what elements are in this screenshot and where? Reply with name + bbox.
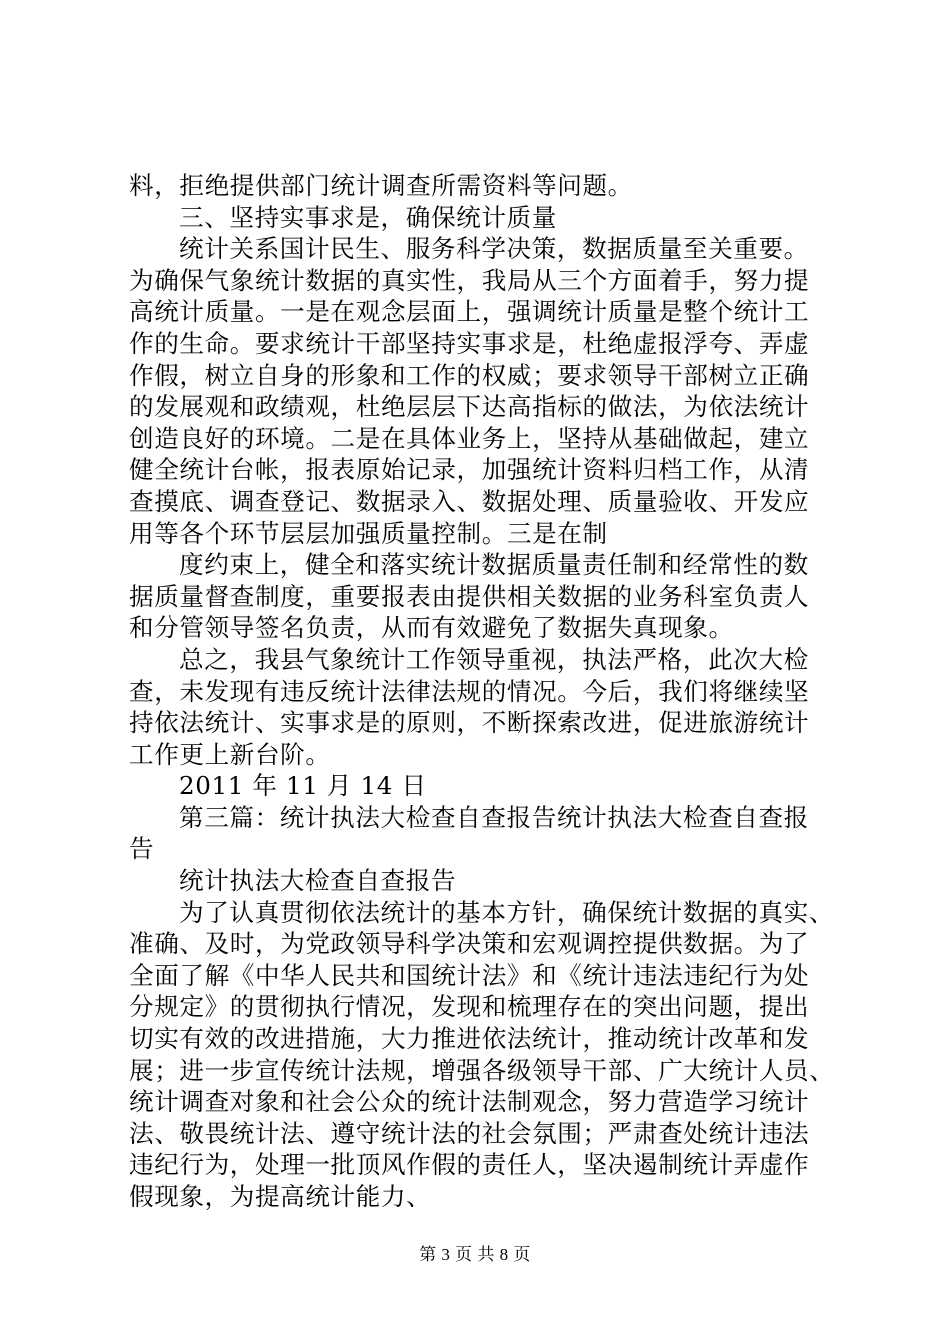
text-line: 为了认真贯彻依法统计的基本方针，确保统计数据的真实、 — [179, 897, 835, 927]
text-line: 三、坚持实事求是，确保统计质量 — [179, 202, 557, 232]
paragraph — [129, 549, 829, 644]
paragraph — [129, 644, 829, 770]
paragraph — [129, 897, 835, 1213]
text-line: 工作更上新台阶。 — [129, 739, 331, 769]
text-line: 2011 年 11 月 14 日 — [179, 771, 427, 801]
text-line: 的发展观和政绩观，杜绝层层下达高指标的做法，为依法统计 — [129, 392, 810, 422]
text-line: 第三篇：统计执法大检查自查报告统计执法大检查自查报 — [179, 802, 809, 832]
document-body — [129, 170, 835, 1213]
text-line: 统计执法大检查自查报告 — [179, 866, 457, 896]
text-line: 准确、及时，为党政领导科学决策和宏观调控提供数据。为了 — [129, 929, 810, 959]
text-line: 作假，树立自身的形象和工作的权威；要求领导干部树立正确 — [129, 360, 810, 390]
text-line: 创造良好的环境。二是在具体业务上，坚持从基础做起，建立 — [129, 423, 810, 453]
text-line: 总之，我县气象统计工作领导重视，执法严格，此次大检 — [179, 644, 809, 674]
text-line: 切实有效的改进措施，大力推进依法统计，推动统计改革和发 — [129, 1024, 810, 1054]
text-line: 假现象，为提高统计能力、 — [129, 1182, 432, 1211]
text-line: 告 — [129, 834, 155, 864]
text-line: 度约束上，健全和落实统计数据质量责任制和经常性的数 — [179, 550, 809, 580]
text-line: 为确保气象统计数据的真实性，我局从三个方面着手，努力提 — [129, 265, 810, 295]
paragraph — [129, 802, 829, 865]
text-line: 分规定》的贯彻执行情况，发现和梳理存在的突出问题，提出 — [129, 992, 810, 1022]
text-line: 用等各个环节层层加强质量控制。三是在制 — [129, 518, 608, 548]
text-line: 和分管领导签名负责，从而有效避免了数据失真现象。 — [129, 613, 734, 643]
text-line: 作的生命。要求统计干部坚持实事求是，杜绝虚报浮夸、弄虚 — [129, 328, 810, 358]
text-line: 高统计质量。一是在观念层面上，强调统计质量是整个统计工 — [129, 297, 810, 327]
paragraph — [129, 202, 829, 234]
text-line: 全面了解《中华人民共和国统计法》和《统计违法违纪行为处 — [129, 960, 810, 990]
text-line: 统计调查对象和社会公众的统计法制观念，努力营造学习统计 — [129, 1087, 810, 1117]
paragraph — [129, 233, 829, 549]
text-line: 料，拒绝提供部门统计调查所需资料等问题。 — [129, 171, 633, 200]
text-line: 展；进一步宣传统计法规，增强各级领导干部、广大统计人员、 — [129, 1055, 835, 1085]
paragraph — [129, 865, 829, 897]
paragraph — [129, 770, 829, 802]
text-line: 查，未发现有违反统计法律法规的情况。今后，我们将继续坚 — [129, 676, 810, 706]
text-line: 健全统计台帐，报表原始记录，加强统计资料归档工作，从清 — [129, 455, 810, 485]
text-line: 法、敬畏统计法、遵守统计法的社会氛围；严肃查处统计违法 — [129, 1118, 810, 1148]
text-line: 查摸底、调查登记、数据录入、数据处理、质量验收、开发应 — [129, 486, 810, 516]
text-line: 违纪行为，处理一批顶风作假的责任人，坚决遏制统计弄虚作 — [129, 1150, 810, 1180]
text-line: 统计关系国计民生、服务科学决策，数据质量至关重要。 — [179, 234, 809, 264]
text-line: 据质量督查制度，重要报表由提供相关数据的业务科室负责人 — [129, 581, 810, 611]
paragraph — [129, 170, 829, 202]
page-footer: 第 3 页 共 8 页 — [419, 1245, 531, 1264]
text-line: 持依法统计、实事求是的原则，不断探索改进，促进旅游统计 — [129, 708, 810, 738]
